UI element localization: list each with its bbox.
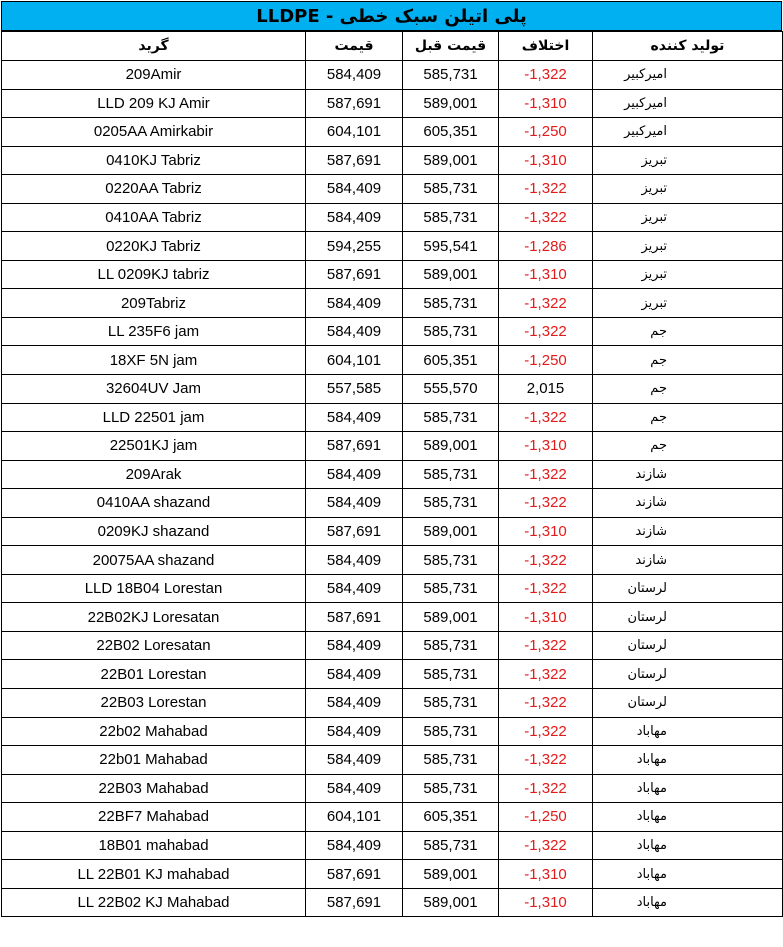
table-row: [2, 203, 783, 232]
cell-grade: LL 235F6 jam: [2, 317, 306, 346]
producer-label: مهاباد: [636, 838, 667, 854]
cell-grade: 209Tabriz: [2, 289, 306, 318]
producer-label: شازند: [635, 466, 667, 482]
cell-prev-price: 605,351: [403, 346, 499, 375]
cell-producer: [593, 746, 783, 775]
table-row: [2, 803, 783, 832]
cell-grade: 22B01 Lorestan: [2, 660, 306, 689]
cell-diff: -1,322: [499, 717, 593, 746]
producer-label: مهاباد: [636, 809, 667, 825]
table-row: [2, 631, 783, 660]
cell-price: 584,409: [306, 660, 403, 689]
producer-label: امیرکبیر: [624, 95, 667, 111]
producer-label: شازند: [635, 524, 667, 540]
producer-label: تبریز: [641, 152, 667, 168]
cell-grade: 22B02KJ Loresatan: [2, 603, 306, 632]
cell-producer: [593, 803, 783, 832]
cell-grade: 0220KJ Tabriz: [2, 232, 306, 261]
cell-price: 587,691: [306, 260, 403, 289]
cell-price: 584,409: [306, 460, 403, 489]
cell-grade: 18XF 5N jam: [2, 346, 306, 375]
cell-diff: -1,310: [499, 146, 593, 175]
cell-producer: [593, 888, 783, 917]
cell-price: 587,691: [306, 860, 403, 889]
cell-prev-price: 585,731: [403, 203, 499, 232]
header-price: قیمت: [306, 32, 403, 61]
cell-prev-price: 585,731: [403, 774, 499, 803]
cell-grade: LLD 22501 jam: [2, 403, 306, 432]
table-row: [2, 289, 783, 318]
cell-grade: 0209KJ shazand: [2, 517, 306, 546]
cell-producer: [593, 346, 783, 375]
table-row: [2, 375, 783, 404]
cell-diff: -1,322: [499, 61, 593, 90]
cell-producer: [593, 717, 783, 746]
producer-label: جم: [650, 438, 667, 454]
cell-price: 587,691: [306, 603, 403, 632]
cell-grade: 209Amir: [2, 61, 306, 90]
cell-producer: [593, 860, 783, 889]
cell-diff: -1,322: [499, 774, 593, 803]
cell-producer: [593, 660, 783, 689]
cell-price: 584,409: [306, 203, 403, 232]
cell-prev-price: 585,731: [403, 403, 499, 432]
producer-label: لرستان: [627, 666, 667, 682]
header-prev-price: قیمت قبل: [403, 32, 499, 61]
cell-price: 587,691: [306, 432, 403, 461]
cell-prev-price: 595,541: [403, 232, 499, 261]
producer-label: جم: [650, 381, 667, 397]
cell-producer: [593, 118, 783, 147]
cell-prev-price: 585,731: [403, 689, 499, 718]
header-producer: تولید کننده: [593, 32, 783, 61]
cell-producer: [593, 61, 783, 90]
producer-label: مهاباد: [636, 780, 667, 796]
table-row: [2, 660, 783, 689]
cell-diff: -1,310: [499, 860, 593, 889]
cell-producer: [593, 260, 783, 289]
cell-prev-price: 589,001: [403, 888, 499, 917]
cell-producer: [593, 89, 783, 118]
cell-grade: 0410AA shazand: [2, 489, 306, 518]
producer-label: تبریز: [641, 295, 667, 311]
cell-prev-price: 585,731: [403, 61, 499, 90]
cell-grade: LLD 209 KJ Amir: [2, 89, 306, 118]
cell-prev-price: 585,731: [403, 317, 499, 346]
cell-price: 584,409: [306, 289, 403, 318]
cell-price: 584,409: [306, 774, 403, 803]
cell-prev-price: 585,731: [403, 831, 499, 860]
cell-diff: -1,322: [499, 631, 593, 660]
cell-grade: 20075AA shazand: [2, 546, 306, 575]
header-grade: گرید: [2, 32, 306, 61]
cell-producer: [593, 403, 783, 432]
cell-producer: [593, 631, 783, 660]
cell-diff: -1,310: [499, 888, 593, 917]
producer-label: مهاباد: [636, 752, 667, 768]
cell-producer: [593, 689, 783, 718]
producer-label: تبریز: [641, 181, 667, 197]
cell-prev-price: 585,731: [403, 746, 499, 775]
cell-diff: -1,310: [499, 260, 593, 289]
cell-prev-price: 585,731: [403, 489, 499, 518]
cell-producer: [593, 175, 783, 204]
header-row: [2, 32, 783, 61]
cell-diff: -1,310: [499, 432, 593, 461]
producer-label: لرستان: [627, 638, 667, 654]
table-row: [2, 574, 783, 603]
cell-price: 584,409: [306, 717, 403, 746]
cell-producer: [593, 232, 783, 261]
cell-price: 594,255: [306, 232, 403, 261]
cell-prev-price: 589,001: [403, 517, 499, 546]
table-row: [2, 146, 783, 175]
table-body: [2, 61, 783, 917]
table-row: [2, 689, 783, 718]
cell-price: 584,409: [306, 489, 403, 518]
cell-grade: 22b02 Mahabad: [2, 717, 306, 746]
cell-grade: 22B02 Loresatan: [2, 631, 306, 660]
cell-grade: 0205AA Amirkabir: [2, 118, 306, 147]
cell-producer: [593, 603, 783, 632]
table-row: [2, 89, 783, 118]
producer-label: جم: [650, 324, 667, 340]
producer-label: شازند: [635, 495, 667, 511]
cell-producer: [593, 517, 783, 546]
cell-prev-price: 589,001: [403, 860, 499, 889]
price-table: [1, 31, 783, 917]
cell-price: 584,409: [306, 689, 403, 718]
cell-price: 584,409: [306, 403, 403, 432]
cell-diff: -1,310: [499, 603, 593, 632]
producer-label: لرستان: [627, 609, 667, 625]
table-row: [2, 118, 783, 147]
cell-price: 584,409: [306, 631, 403, 660]
cell-price: 584,409: [306, 61, 403, 90]
cell-grade: 22B03 Mahabad: [2, 774, 306, 803]
cell-prev-price: 589,001: [403, 432, 499, 461]
cell-diff: -1,322: [499, 574, 593, 603]
cell-prev-price: 585,731: [403, 717, 499, 746]
cell-diff: -1,322: [499, 746, 593, 775]
header-diff: اختلاف: [499, 32, 593, 61]
table-row: [2, 403, 783, 432]
producer-label: جم: [650, 352, 667, 368]
cell-grade: 209Arak: [2, 460, 306, 489]
cell-producer: [593, 546, 783, 575]
table-row: [2, 831, 783, 860]
cell-producer: [593, 203, 783, 232]
price-sheet: [1, 1, 782, 917]
cell-diff: -1,250: [499, 118, 593, 147]
cell-price: 584,409: [306, 175, 403, 204]
cell-producer: [593, 774, 783, 803]
cell-diff: -1,322: [499, 289, 593, 318]
cell-producer: [593, 432, 783, 461]
cell-price: 604,101: [306, 346, 403, 375]
cell-diff: -1,310: [499, 517, 593, 546]
cell-producer: [593, 289, 783, 318]
cell-diff: -1,310: [499, 89, 593, 118]
table-row: [2, 432, 783, 461]
cell-diff: -1,322: [499, 175, 593, 204]
cell-grade: 22b01 Mahabad: [2, 746, 306, 775]
producer-label: مهاباد: [636, 895, 667, 911]
cell-grade: 22BF7 Mahabad: [2, 803, 306, 832]
cell-prev-price: 585,731: [403, 631, 499, 660]
producer-label: امیرکبیر: [624, 67, 667, 83]
producer-label: مهاباد: [636, 723, 667, 739]
sheet-title: پلی اتیلن سبک خطی - LLDPE: [1, 1, 782, 31]
cell-producer: [593, 375, 783, 404]
cell-grade: 0410KJ Tabriz: [2, 146, 306, 175]
cell-producer: [593, 146, 783, 175]
table-row: [2, 489, 783, 518]
cell-diff: -1,322: [499, 460, 593, 489]
producer-label: تبریز: [641, 238, 667, 254]
producer-label: مهاباد: [636, 866, 667, 882]
table-row: [2, 860, 783, 889]
cell-prev-price: 589,001: [403, 603, 499, 632]
producer-label: لرستان: [627, 581, 667, 597]
producer-label: تبریز: [641, 210, 667, 225]
cell-grade: LLD 18B04 Lorestan: [2, 574, 306, 603]
table-row: [2, 717, 783, 746]
cell-prev-price: 585,731: [403, 289, 499, 318]
producer-label: شازند: [635, 552, 667, 568]
table-row: [2, 260, 783, 289]
cell-price: 584,409: [306, 317, 403, 346]
table-row: [2, 746, 783, 775]
cell-grade: 18B01 mahabad: [2, 831, 306, 860]
cell-price: 584,409: [306, 546, 403, 575]
cell-prev-price: 555,570: [403, 375, 499, 404]
cell-diff: -1,250: [499, 346, 593, 375]
cell-prev-price: 585,731: [403, 546, 499, 575]
cell-diff: -1,322: [499, 660, 593, 689]
cell-prev-price: 589,001: [403, 146, 499, 175]
cell-grade: LL 22B02 KJ Mahabad: [2, 888, 306, 917]
cell-prev-price: 585,731: [403, 175, 499, 204]
cell-grade: 0220AA Tabriz: [2, 175, 306, 204]
cell-grade: LL 22B01 KJ mahabad: [2, 860, 306, 889]
cell-prev-price: 589,001: [403, 89, 499, 118]
cell-prev-price: 605,351: [403, 118, 499, 147]
cell-price: 584,409: [306, 574, 403, 603]
cell-diff: -1,322: [499, 546, 593, 575]
table-row: [2, 546, 783, 575]
cell-price: 587,691: [306, 888, 403, 917]
cell-grade: LL 0209KJ tabriz: [2, 260, 306, 289]
cell-grade: 22B03 Lorestan: [2, 689, 306, 718]
cell-producer: [593, 574, 783, 603]
producer-label: امیرکبیر: [624, 124, 667, 140]
cell-price: 587,691: [306, 517, 403, 546]
cell-producer: [593, 317, 783, 346]
table-row: [2, 232, 783, 261]
table-row: [2, 346, 783, 375]
table-row: [2, 603, 783, 632]
table-row: [2, 61, 783, 90]
producer-label: لرستان: [627, 695, 667, 711]
cell-producer: [593, 831, 783, 860]
table-row: [2, 175, 783, 204]
cell-diff: -1,322: [499, 831, 593, 860]
table-row: [2, 774, 783, 803]
cell-price: 587,691: [306, 146, 403, 175]
cell-grade: 32604UV Jam: [2, 375, 306, 404]
cell-diff: -1,322: [499, 203, 593, 232]
cell-price: 604,101: [306, 118, 403, 147]
cell-price: 587,691: [306, 89, 403, 118]
table-row: [2, 317, 783, 346]
cell-prev-price: 585,731: [403, 460, 499, 489]
cell-diff: -1,250: [499, 803, 593, 832]
cell-price: 604,101: [306, 803, 403, 832]
cell-price: 584,409: [306, 831, 403, 860]
producer-label: تبریز: [641, 267, 667, 283]
table-row: [2, 888, 783, 917]
cell-diff: 2,015: [499, 375, 593, 404]
producer-label: جم: [650, 409, 667, 425]
cell-price: 557,585: [306, 375, 403, 404]
cell-prev-price: 605,351: [403, 803, 499, 832]
cell-diff: -1,322: [499, 689, 593, 718]
cell-grade: 0410AA Tabriz: [2, 203, 306, 232]
cell-prev-price: 585,731: [403, 574, 499, 603]
table-row: [2, 460, 783, 489]
cell-prev-price: 585,731: [403, 660, 499, 689]
table-row: [2, 517, 783, 546]
cell-grade: 22501KJ jam: [2, 432, 306, 461]
cell-diff: -1,286: [499, 232, 593, 261]
cell-producer: [593, 489, 783, 518]
cell-price: 584,409: [306, 746, 403, 775]
cell-diff: -1,322: [499, 403, 593, 432]
cell-producer: [593, 460, 783, 489]
cell-prev-price: 589,001: [403, 260, 499, 289]
cell-diff: -1,322: [499, 489, 593, 518]
cell-diff: -1,322: [499, 317, 593, 346]
